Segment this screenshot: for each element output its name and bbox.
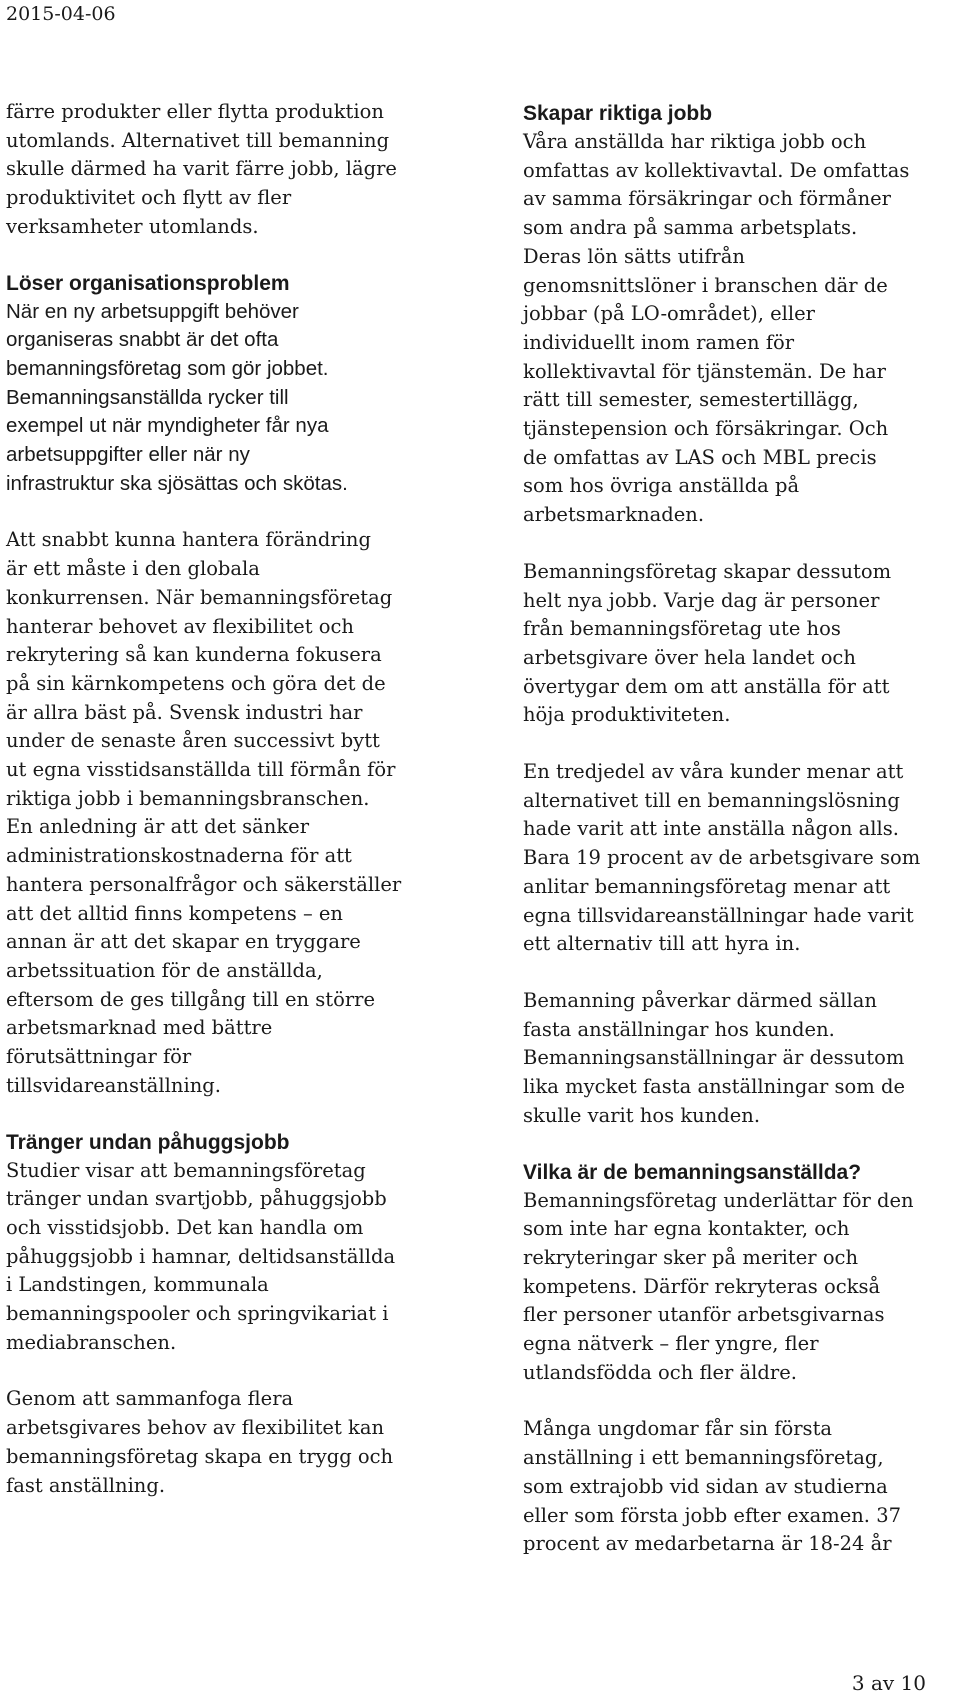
paragraph-combine-employers: Genom att sammanfoga flera arbetsgivares behov av flexibilitet kan bemanningsföretag skapa en trygg och fast anställning. bbox=[6, 1387, 394, 1497]
paragraph-real-jobs: Våra anställda har riktiga jobb och omfattas av kollektivavtal. De omfattas av samma försäkringar och förmåner som andra på samma arbetsplats. Deras lön sätts utifrån genomsnittslöner i branschen där de jobbar (på LO-området), eller individuellt inom ramen för kollektivavtal för tjänstemän. De har rätt till semester, semestertillägg, tjänstepension och försäkringar. Och de omfattas av LAS och MBL precis som hos övriga anställda på arbetsmarknaden. bbox=[523, 130, 910, 527]
paragraph-customers: En tredjedel av våra kunder menar att alternativet till en bemanningslösning hade varit att inte anställa någon alls. Bara 19 procent av de arbetsgivare som anlitar bemanningsföretag menar att egna tillsvidareanställningar hade varit ett alternativ till att hyra in. bbox=[523, 760, 921, 956]
heading-odd-jobs: Tränger undan påhuggsjobb bbox=[6, 1130, 290, 1154]
heading-who-are-staffed: Vilka är de bemanningsanställda? bbox=[523, 1160, 862, 1184]
paragraph-recruitment: Bemanningsföretag underlättar för den som inte har egna kontakter, och rekryteringar sker på meriter och kompetens. Därför rekryteras också fler personer utanför arbetsgivarnas egna nätverk – fler yngre, fler utlandsfödda och fler äldre. bbox=[523, 1188, 914, 1384]
paragraph-studies: Studier visar att bemanningsföretag tränger undan svartjobb, påhuggsjobb och visstidsjobb. Det kan handla om påhuggsjobb i hamnar, deltidsanställda i Landstingen, kommunala bemanningspooler och springvikariat i mediabranschen. bbox=[6, 1158, 396, 1354]
paragraph-intro-continued: färre produkter eller flytta produktion utomlands. Alternativet till bemanning skulle därmed ha varit färre jobb, lägre produktivitet och flytt av fler verksamheter utomlands. bbox=[6, 100, 397, 238]
right-column bbox=[523, 100, 953, 1559]
page-date: 2015-04-06 bbox=[6, 3, 116, 25]
left-column bbox=[6, 98, 426, 1500]
heading-real-jobs: Skapar riktiga jobb bbox=[523, 102, 713, 125]
paragraph-organisation: När en ny arbetsuppgift behöver organiseras snabbt är det ofta bemanningsföretag som gör jobbet. Bemanningsanställda rycker till exempel ut när myndigheter får nya arbetsuppgifter eller när ny infrastruktur ska sjösättas och skötas. bbox=[6, 299, 348, 495]
heading-organisation: Löser organisationsproblem bbox=[6, 271, 290, 295]
paragraph-change-handling: Att snabbt kunna hantera förändring är ett måste i den globala konkurrensen. När bemanningsföretag hanterar behovet av flexibilitet och rekrytering så kan kunderna fokusera på sin kärnkompetens och göra det de är allra bäst på. Svensk industri har under de senaste åren successivt bytt ut egna visstidsanställda till förmån för riktiga jobb i bemanningsbranschen. En anledning är att det sänker administrationskostnaderna för att hantera personalfrågor och säkerställer att det alltid finns kompetens – en annan är att det skapar en tryggare arbetssituation för de anställda, eftersom de ges tillgång till en större arbetsmarknad med bättre förutsättningar för tillsvidareanställning. bbox=[6, 528, 402, 1097]
paragraph-permanent-jobs: Bemanning påverkar därmed sällan fasta anställningar hos kunden. Bemanningsanställningar är dessutom lika mycket fasta anställningar som de skulle varit hos kunden. bbox=[523, 988, 906, 1127]
paragraph-young-people: Många ungdomar får sin första anställning i ett bemanningsföretag, som extrajobb vid sidan av studierna eller som första jobb efter examen. 37 procent av medarbetarna är 18-24 år bbox=[523, 1417, 902, 1556]
paragraph-new-jobs: Bemanningsföretag skapar dessutom helt nya jobb. Varje dag är personer från bemanningsföretag ute hos arbetsgivare över hela landet och övertygar dem om att anställa för att höja produktiviteten. bbox=[523, 559, 892, 727]
page-number: 3 av 10 bbox=[851, 1671, 926, 1695]
